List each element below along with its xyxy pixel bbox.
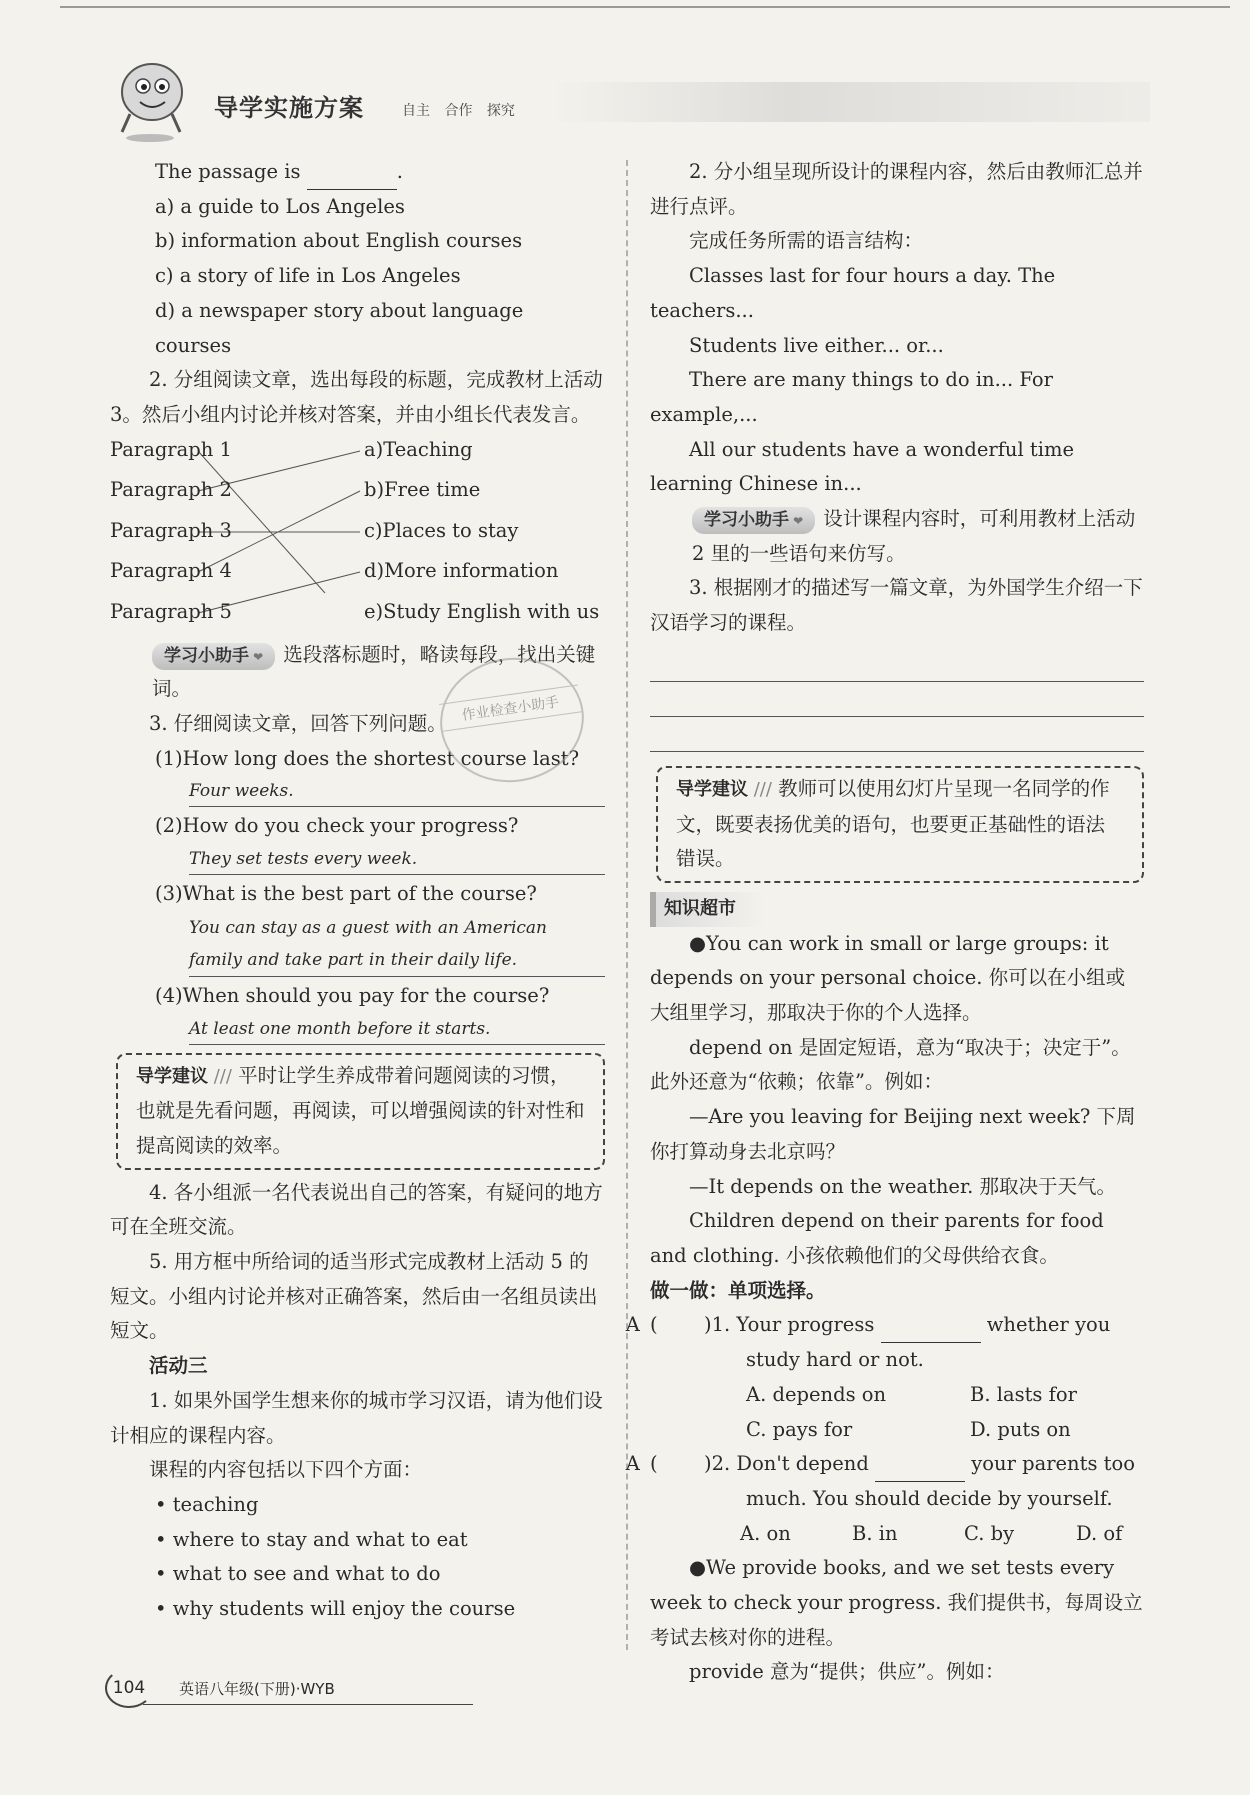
- teaching-tip-box: [116, 1053, 605, 1170]
- writing-lines: [650, 647, 1144, 752]
- question-3: (3)What is the best part of the course?: [155, 882, 537, 906]
- structure-2: Students live either... or...: [689, 333, 944, 357]
- helper-label: 学习小助手 ❤: [152, 643, 275, 670]
- qa-list: [110, 742, 605, 1045]
- structure-4: All our students have a wonderful time learning Chinese in...: [650, 437, 1075, 496]
- mc-2-options: [650, 1517, 1144, 1552]
- activity-3-heading: 活动三: [149, 1354, 208, 1378]
- mc-2-option-c: C. by: [964, 1521, 1015, 1545]
- knowledge-1-explanation: depend on 是固定短语，意为“取决于；决定于”。此外还意为“依赖；依靠”。例如：: [650, 1035, 1131, 1094]
- title-d: d)More information: [364, 558, 559, 582]
- course-content-intro: 课程的内容包括以下四个方面：: [149, 1458, 423, 1482]
- practice-label: 做一做：单项选择。: [650, 1278, 826, 1302]
- task-2: 2. 分组阅读文章，选出每段的标题，完成教材上活动 3。然后小组内讨论并核对答案，并由小组长代表发言。: [110, 368, 603, 426]
- title-b: b)Free time: [364, 477, 481, 501]
- paragraph-5: Paragraph 5: [110, 599, 232, 623]
- mc-1-option-c: C. pays for: [746, 1417, 853, 1441]
- right-task-2: 2. 分小组呈现所设计的课程内容，然后由教师汇总并进行点评。: [650, 160, 1143, 218]
- tip-text: 平时让学生养成带着问题阅读的习惯，也就是先看问题，再阅读，可以增强阅读的针对性和提高阅读的效率。: [136, 1063, 585, 1157]
- mc-2-blank: [875, 1481, 965, 1482]
- matching-exercise: [110, 433, 605, 638]
- right-column: [625, 155, 1144, 1690]
- task-3: 3. 仔细阅读文章，回答下列问题。: [149, 712, 447, 736]
- title-e: e)Study English with us: [364, 599, 600, 623]
- right-helper-tip: [650, 502, 1144, 571]
- mc-2-answer: A: [625, 1452, 640, 1476]
- mc-2-option-a: A. on: [740, 1521, 791, 1545]
- option-d: d) a newspaper story about language courses: [155, 298, 524, 357]
- right-task-3: 3. 根据刚才的描述写一篇文章，为外国学生介绍一下汉语学习的课程。: [650, 576, 1143, 635]
- top-rule: [60, 6, 1230, 8]
- page-number: 104: [105, 1668, 153, 1708]
- question-4: (4)When should you pay for the course?: [155, 983, 550, 1007]
- mc-2-option-b: B. in: [852, 1521, 898, 1545]
- answer-2: They set tests every week.: [189, 844, 605, 875]
- knowledge-heading: [650, 891, 1144, 927]
- option-c: c) a story of life in Los Angeles: [155, 264, 461, 288]
- answer-4: At least one month before it starts.: [189, 1014, 605, 1045]
- knowledge-2-sentence: ●We provide books, and we set tests every week to check your progress. 我们提供书，每周设立考试去核对你的进程。: [650, 1556, 1143, 1649]
- mc-1-stem-a: 1. Your progress: [711, 1313, 875, 1337]
- stamp-text: 作业检查小助手: [439, 685, 582, 732]
- question-1: (1)How long does the shortest course last?: [155, 746, 580, 770]
- knowledge-label: 知识超市: [650, 892, 766, 927]
- left-column: [110, 155, 605, 1627]
- mascot-icon: [110, 54, 190, 144]
- right-helper-label: 学习小助手 ❤: [692, 507, 815, 534]
- right-helper-text: 设计课程内容时，可利用教材上活动 2 里的一些语句来仿写。: [692, 507, 1136, 565]
- right-teaching-tip-box: [656, 766, 1144, 883]
- mc-1-options: [650, 1378, 1144, 1447]
- page-footer: [105, 1668, 465, 1708]
- right-tip-text: 教师可以使用幻灯片呈现一名同学的作文，既要表扬优美的语句，也要更正基础性的语法错误。: [676, 776, 1110, 871]
- mc-2-stem-a: 2. Don't depend: [711, 1452, 869, 1476]
- mc-1-stem-b: whether you study hard or not.: [746, 1313, 1111, 1372]
- footer-rule: [143, 1704, 473, 1705]
- question-intro-text: The passage is: [155, 160, 301, 183]
- mc-1-option-b: B. lasts for: [970, 1382, 1077, 1406]
- writing-line: [650, 717, 1144, 752]
- book-title: 英语八年级(下册)·WYB: [179, 1680, 335, 1698]
- right-tip-label: 导学建议 ///: [676, 779, 772, 800]
- question-intro: The passage is .: [110, 155, 605, 190]
- header-title: 导学实施方案: [214, 94, 364, 122]
- paragraph-1: Paragraph 1: [110, 437, 232, 461]
- paragraph-3: Paragraph 3: [110, 518, 232, 542]
- answer-1: Four weeks.: [189, 776, 605, 807]
- paragraph-4: Paragraph 4: [110, 558, 232, 582]
- header-band: [550, 82, 1150, 122]
- answer-3: You can stay as a guest with an American family and take part in their daily life.: [189, 912, 605, 977]
- mc-question-1: ( A )1. Your progress whether you study hard or not.: [650, 1308, 1144, 1377]
- header-subtitle: 自主 合作 探究: [402, 103, 515, 119]
- bullet-enjoy: • why students will enjoy the course: [110, 1592, 605, 1627]
- activity-3-task-1: 1. 如果外国学生想来你的城市学习汉语，请为他们设计相应的课程内容。: [110, 1388, 603, 1447]
- bullet-teaching: • teaching: [110, 1488, 605, 1523]
- page-header: [110, 62, 1190, 142]
- knowledge-1-example-3: Children depend on their parents for food and clothing. 小孩依赖他们的父母供给衣食。: [650, 1209, 1104, 1267]
- mc-1-blank: [881, 1342, 981, 1343]
- mc-2-option-d: D. of: [1076, 1521, 1123, 1545]
- paragraph-2: Paragraph 2: [110, 477, 232, 501]
- mc-1-option-d: D. puts on: [970, 1417, 1071, 1441]
- task-4: 4. 各小组派一名代表说出自己的答案，有疑问的地方可在全班交流。: [110, 1180, 603, 1239]
- structure-intro: 完成任务所需的语言结构：: [689, 229, 924, 253]
- title-c: c)Places to stay: [364, 518, 519, 542]
- tip-label: 导学建议 ///: [136, 1066, 232, 1087]
- writing-line: [650, 647, 1144, 682]
- task-5: 5. 用方框中所给词的适当形式完成教材上活动 5 的短文。小组内讨论并核对正确答案，然后由一名组员读出短文。: [110, 1250, 598, 1343]
- structure-1: Classes last for four hours a day. The teachers...: [650, 264, 1056, 322]
- column-divider: [626, 160, 628, 1650]
- knowledge-1-example-1: —Are you leaving for Beijing next week? 下周你打算动身去北京吗？: [650, 1105, 1136, 1163]
- title-a: a)Teaching: [364, 437, 473, 461]
- bullet-see-do: • what to see and what to do: [110, 1557, 605, 1592]
- structure-3: There are many things to do in... For example,...: [650, 368, 1053, 426]
- option-b: b) information about English courses: [155, 229, 523, 253]
- mc-1-option-a: A. depends on: [746, 1382, 887, 1406]
- mc-2-stem-b: your parents too much. You should decide by yourself.: [746, 1452, 1135, 1510]
- helper-text: 选段落标题时，略读每段，找出关键词。: [152, 642, 596, 701]
- question-2: (2)How do you check your progress?: [155, 814, 519, 838]
- mc-question-2: ( A )2. Don't depend your parents too much. You should decide by yourself.: [650, 1447, 1144, 1516]
- option-a: a) a guide to Los Angeles: [155, 194, 405, 218]
- knowledge-2-explanation: provide 意为“提供；供应”。例如：: [689, 1660, 1005, 1684]
- knowledge-1-sentence: ●You can work in small or large groups: it depends on your personal choice. 你可以在小组或大组里学习，那取决于你的个人选择。: [650, 931, 1126, 1025]
- mc-1-answer: A: [625, 1313, 640, 1337]
- writing-line: [650, 682, 1144, 717]
- bullet-stay-eat: • where to stay and what to eat: [110, 1523, 605, 1558]
- knowledge-1-example-2: —It depends on the weather. 那取决于天气。: [689, 1174, 1117, 1198]
